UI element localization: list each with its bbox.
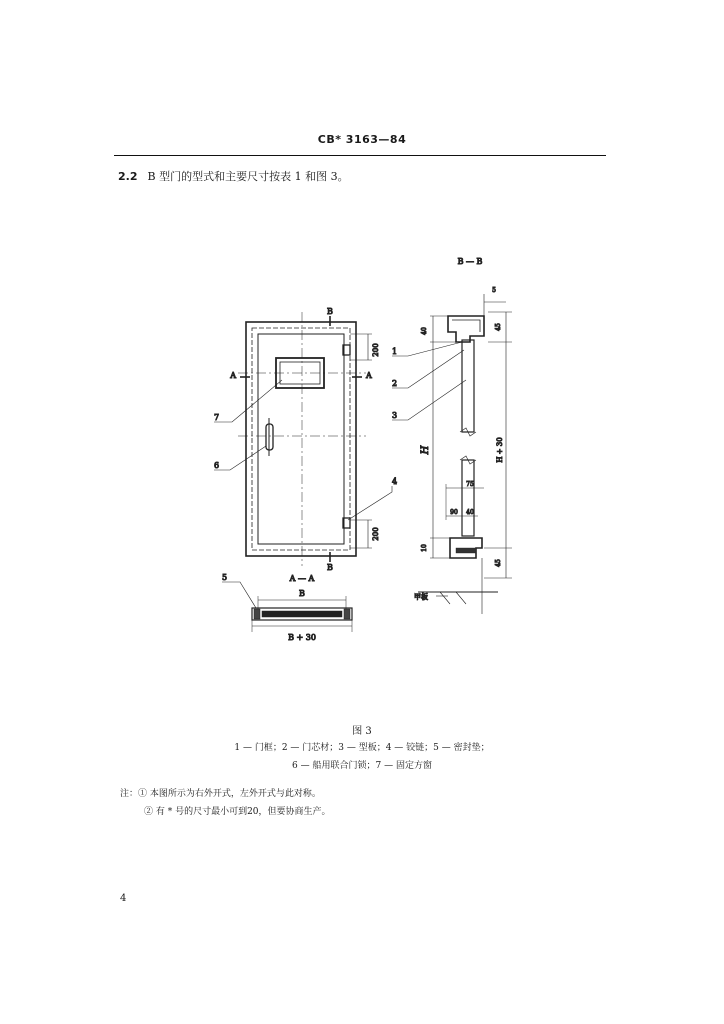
leader-label-5: 5	[222, 573, 228, 582]
door-frame-hidden-line	[252, 328, 350, 550]
figure-legend-line-1: 1 — 门框；2 — 门芯材；3 — 型板；4 — 铰链；5 — 密封垫；	[234, 743, 490, 753]
section-bb-leaf-upper	[462, 340, 474, 432]
deck-hatch	[440, 592, 466, 604]
section-aa-leaf	[262, 611, 342, 617]
note-1: 注：① 本图所示为右外开式，左外开式与此对称。	[120, 789, 321, 799]
section-bb-title: B — B	[457, 257, 483, 266]
section-a-label-right: A	[366, 371, 372, 380]
leader-line-3	[392, 380, 466, 420]
section-bb-leaf-lower	[462, 460, 474, 536]
door-elevation	[214, 312, 392, 566]
section-aa-jamb-right	[344, 609, 350, 619]
figure-caption: 图 3	[352, 726, 372, 737]
section-aa-title: A — A	[289, 574, 315, 583]
section-b-label-top: B	[327, 307, 333, 316]
door-leaf	[258, 334, 344, 544]
leader-label-7: 7	[214, 413, 220, 422]
section-aa-jamb-left	[254, 609, 260, 619]
section-number: 2.2	[118, 170, 138, 183]
dim-b-text: B	[299, 589, 305, 598]
dim-b30-text: B + 30	[288, 633, 316, 642]
section-b-label-bottom: B	[327, 563, 333, 572]
dim-90-text: 90	[450, 509, 458, 516]
dim-h30-text: H + 30	[496, 437, 504, 463]
section-bb-view	[392, 294, 512, 614]
page-number: 4	[120, 893, 127, 904]
dim-45-bottom-text: 45	[495, 559, 502, 567]
section-text: B 型门的型式和主要尺寸按表 1 和图 3。	[147, 170, 349, 183]
section-bb-seal	[456, 548, 476, 553]
dim-40-mid-text: 40	[466, 509, 474, 516]
dim-200-bottom-text: 200	[372, 527, 380, 541]
leader-line-5	[222, 582, 256, 608]
section-bb-top-frame-inner	[452, 320, 480, 332]
dim-40-left-text: 40	[421, 327, 428, 335]
note-2: ② 有 * 号的尺寸最小可到20，但要协商生产。	[144, 807, 331, 817]
section-a-label-left: A	[230, 371, 236, 380]
leader-label-2: 2	[392, 379, 398, 388]
leader-line-7	[214, 380, 282, 422]
figure-legend-line-2: 6 — 船用联合门锁；7 — 固定方窗	[292, 761, 432, 771]
leader-label-3: 3	[392, 411, 398, 420]
dim-200-top-text: 200	[372, 343, 380, 357]
leader-line-1	[392, 342, 462, 356]
leader-line-4	[348, 486, 392, 520]
dim-5-text: 5	[492, 287, 496, 294]
leader-label-1: 1	[392, 347, 398, 356]
dim-45-top-text: 45	[495, 323, 502, 331]
document-header: CB* 3163—84	[317, 133, 407, 146]
deck-label: 甲板	[414, 593, 428, 601]
dim-10-text: 10	[421, 544, 428, 552]
leader-label-6: 6	[214, 461, 220, 470]
dim-75-text: 75	[466, 481, 474, 488]
section-aa-view	[222, 582, 352, 632]
leader-label-4: 4	[392, 477, 398, 486]
dim-h-text: H	[420, 445, 431, 455]
